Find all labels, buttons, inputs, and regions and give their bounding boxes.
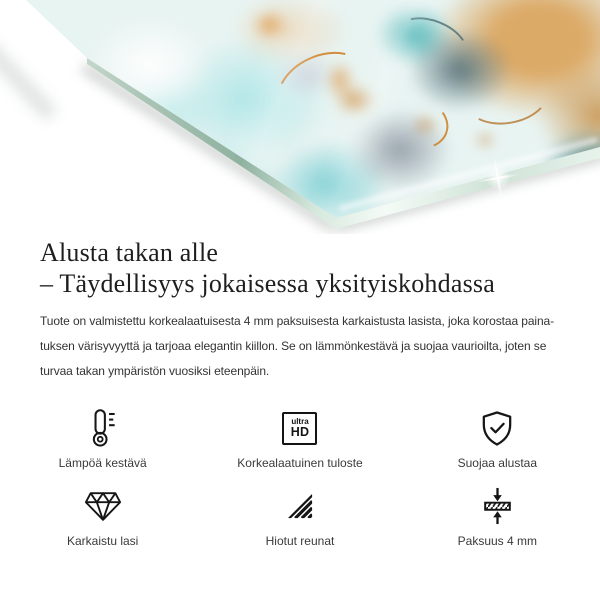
glass-shadow-tip: [0, 38, 58, 122]
feature-tempered-glass: [4, 484, 201, 549]
sparkle-glow: [482, 162, 514, 194]
title-line-1: Alusta takan alle: [40, 238, 219, 267]
uhd-badge-bottom: HD: [290, 425, 310, 439]
product-image: [0, 0, 600, 234]
feature-heat-resistant: [4, 406, 201, 471]
feature-label: Lämpöä kestävä: [58, 456, 147, 470]
feature-label: Paksuus 4 mm: [457, 534, 537, 548]
features-grid: [4, 406, 596, 549]
feature-label: Korkealaatuinen tuloste: [237, 456, 363, 470]
content-section: [0, 237, 600, 549]
feature-high-quality-print: [201, 406, 398, 471]
feature-label: Suojaa alustaa: [457, 456, 538, 470]
diamond-icon: [84, 484, 122, 528]
description-line: Tuote on valmistettu korkealaatuisesta 4 mm paksuisesta karkaistusta lasista, joka korostaa paina-: [40, 314, 555, 328]
ultra-hd-icon: [282, 406, 317, 450]
feature-polished-edges: [201, 484, 398, 549]
page-title: [40, 237, 560, 299]
feature-label: Hiotut reunat: [265, 534, 335, 548]
description-line: tuksen värisyvyyttä ja tarjoaa elegantin kiillon. Se on lämmönkestävä ja suojaa vaurioilta, joten se: [40, 339, 547, 353]
title-line-2: – Täydellisyys jokaisessa yksityiskohdassa: [40, 269, 495, 298]
sparkle-highlight: [473, 153, 524, 204]
uhd-badge-top: ultra: [291, 417, 309, 426]
feature-thickness-4mm: [399, 484, 596, 549]
thickness-icon: [483, 484, 512, 528]
thermometer-icon: [89, 406, 117, 450]
description-line: turvaa takan ympäristön vuosiksi eteenpäin.: [40, 364, 270, 378]
description: [40, 309, 560, 384]
polished-edge-icon: [284, 484, 316, 528]
shield-check-icon: [481, 406, 513, 450]
feature-label: Karkaistu lasi: [66, 534, 139, 548]
feature-protects-base: [399, 406, 596, 471]
